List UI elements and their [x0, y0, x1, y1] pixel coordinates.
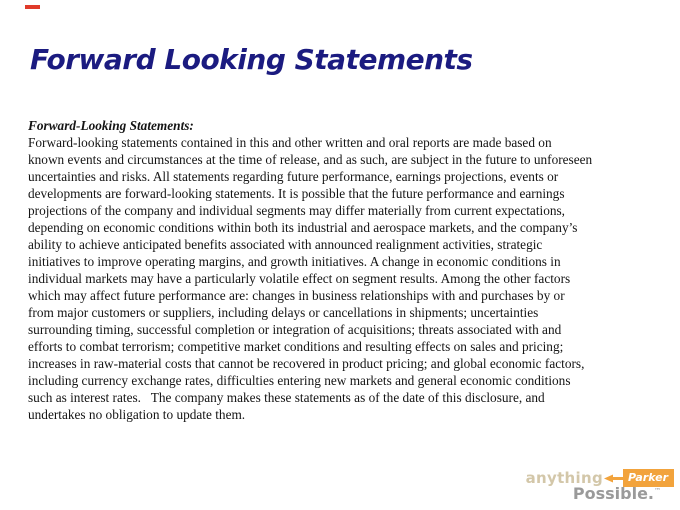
disclaimer-line: increases in raw-material costs that cannot be recovered in product pricing; and global economic factors,	[28, 356, 585, 371]
disclaimer-line: surrounding timing, successful completion or integration of acquisitions; threats associated with and	[28, 322, 562, 337]
disclaimer-line: individual markets may have a particularly volatile effect on segment results. Among the other factors	[28, 271, 571, 286]
disclaimer-line: developments are forward-looking statements. It is possible that the future performance and earnings	[28, 186, 565, 201]
disclaimer-line: initiatives to improve operating margins, and growth initiatives. A change in economic conditions in	[28, 254, 561, 269]
disclaimer-line: Forward-looking statements contained in this and other written and oral reports are made based on	[28, 135, 552, 150]
disclaimer-line: including currency exchange rates, difficulties entering new markets and general economic conditions	[28, 373, 571, 388]
parker-arrow-icon	[604, 474, 624, 483]
logo-word-anything: anything	[525, 468, 603, 487]
disclaimer-line: projections of the company and individual segments may differ materially from current expectations,	[28, 203, 566, 218]
disclaimer-line: undertakes no obligation to update them.	[28, 407, 246, 422]
disclaimer-paragraph	[28, 134, 676, 423]
disclaimer-line: depending on economic conditions within both its industrial and aerospace markets, and the company’s	[28, 220, 578, 235]
corner-accent-dash	[25, 5, 40, 9]
logo-word-possible: Possible.	[572, 484, 654, 503]
disclaimer-line: which may affect future performance are: changes in business relationships with and purchases by or	[28, 288, 565, 303]
parker-logo	[526, 469, 674, 502]
logo-bottom-row	[526, 486, 661, 502]
disclaimer-heading: Forward-Looking Statements:	[28, 118, 194, 133]
slide-title: Forward Looking Statements	[30, 42, 473, 76]
parker-brand-box: Parker	[623, 469, 674, 487]
disclaimer-line: uncertainties and risks. All statements regarding future performance, earnings projections, events or	[28, 169, 559, 184]
disclaimer-line: ability to achieve anticipated benefits associated with announced realignment activities, strategic	[28, 237, 543, 252]
disclaimer-line: such as interest rates. The company makes these statements as of the date of this disclosure, and	[28, 390, 545, 405]
trademark-symbol: ™	[654, 487, 661, 495]
disclaimer-text-block	[28, 117, 676, 423]
disclaimer-line: from major customers or suppliers, including delays or cancellations in shipments; uncertainties	[28, 305, 539, 320]
disclaimer-line: efforts to combat terrorism; competitive market conditions and resulting effects on sales and pricing;	[28, 339, 564, 354]
disclaimer-line: known events and circumstances at the time of release, and as such, are subject in the future to unforeseen	[28, 152, 593, 167]
